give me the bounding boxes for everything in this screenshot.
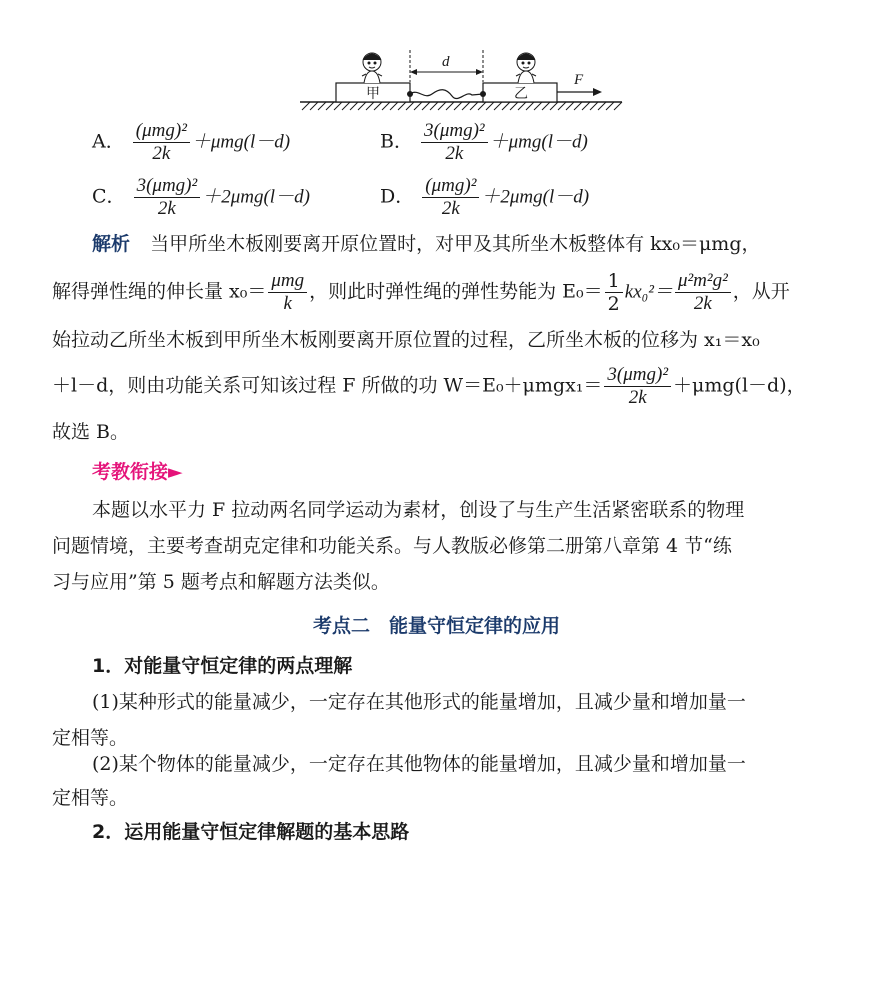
option-a xyxy=(92,120,290,165)
analysis-text-2d: ，从开 xyxy=(732,280,790,303)
analysis-line-2 xyxy=(52,270,790,315)
link-para-3: 习与应用”第 5 题考点和解题方法类似。 xyxy=(52,571,390,593)
option-c-fraction: $\frac{\text{3(μmg)²}}{2k}$ xyxy=(134,175,201,220)
link-para-1: 本题以水平力 F 拉动两名同学运动为素材，创设了与生产生活紧密联系的物理 xyxy=(92,499,745,521)
person-jia-icon xyxy=(362,53,382,83)
analysis-line-4 xyxy=(52,364,806,409)
analysis-line-1 xyxy=(92,232,760,256)
label-F: F xyxy=(574,72,584,88)
link-para-2: 问题情境，主要考查胡克定律和功能关系。与人教版必修第二册第八章第 4 节“练 xyxy=(52,535,732,557)
heading-1: 1．对能量守恒定律的两点理解 xyxy=(92,655,353,677)
analysis-text-2b: ，则此时弹性绳的弹性势能为 E₀＝ xyxy=(309,280,603,303)
work-fraction: $\frac{\text{3(μmg)²}}{2k}$ xyxy=(604,364,671,409)
label-yi: 乙 xyxy=(514,86,528,102)
option-c-rest: ＋2μmg(l－d) xyxy=(202,186,310,208)
analysis-text-2c: kx₀²＝ xyxy=(624,281,673,303)
option-c xyxy=(92,175,310,220)
option-b-fraction: $\frac{\text{3(μmg)²}}{2k}$ xyxy=(421,120,488,165)
heading-2: 2．运用能量守恒定律解题的基本思路 xyxy=(92,821,410,843)
option-d-rest: ＋2μmg(l－d) xyxy=(481,186,590,208)
item-1-line-b: 定相等。 xyxy=(52,727,129,749)
x0-fraction: $\frac{\text{μmg}}{k}$ xyxy=(268,270,307,315)
analysis-line-3: 始拉动乙所坐木板到甲所坐木板刚要离开原位置的过程，乙所坐木板的位移为 x₁＝x₀ xyxy=(52,329,760,351)
label-jia: 甲 xyxy=(366,86,380,102)
option-c-letter: C． xyxy=(92,185,126,208)
item-2-line-b: 定相等。 xyxy=(52,787,129,809)
half-fraction: $\frac{1}{2}$ xyxy=(605,270,623,315)
section-title: 考点二 能量守恒定律的应用 xyxy=(313,615,561,637)
option-d-letter: D． xyxy=(380,185,415,208)
link-tag: 考教衔接► xyxy=(92,461,183,483)
option-b-rest: ＋μmg(l－d) xyxy=(489,131,588,153)
label-d: d xyxy=(442,54,450,70)
physics-figure xyxy=(290,40,630,115)
item-2-line-a: (2)某个物体的能量减少，一定存在其他物体的能量增加，且减少量和增加量一 xyxy=(92,753,746,775)
option-a-fraction: $\frac{\text{(μmg)²}}{2k}$ xyxy=(133,120,190,165)
option-d-fraction: $\frac{\text{(μmg)²}}{2k}$ xyxy=(422,175,479,220)
option-a-letter: A． xyxy=(92,130,125,153)
analysis-text-1: 当甲所坐木板刚要离开原位置时，对甲及其所坐木板整体有 kx₀＝μmg， xyxy=(150,233,761,255)
option-d xyxy=(380,175,589,220)
option-b xyxy=(380,120,588,165)
analysis-line-5: 故选 B。 xyxy=(52,421,130,443)
analysis-text-4b: ＋μmg(l－d)， xyxy=(673,374,806,397)
option-b-letter: B． xyxy=(380,130,413,153)
person-yi-icon xyxy=(516,53,536,83)
e0-fraction: $\frac{\text{μ²m²g²}}{2k}$ xyxy=(675,270,731,315)
analysis-text-2a: 解得弹性绳的伸长量 x₀＝ xyxy=(52,280,267,303)
item-1-line-a: (1)某种形式的能量减少，一定存在其他形式的能量增加，且减少量和增加量一 xyxy=(92,691,746,713)
analysis-tag: 解析 xyxy=(92,233,131,255)
analysis-text-4a: ＋l－d，则由功能关系可知该过程 F 所做的功 W＝E₀＋μmgx₁＝ xyxy=(52,374,603,397)
option-a-rest: ＋μmg(l－d) xyxy=(191,131,291,153)
